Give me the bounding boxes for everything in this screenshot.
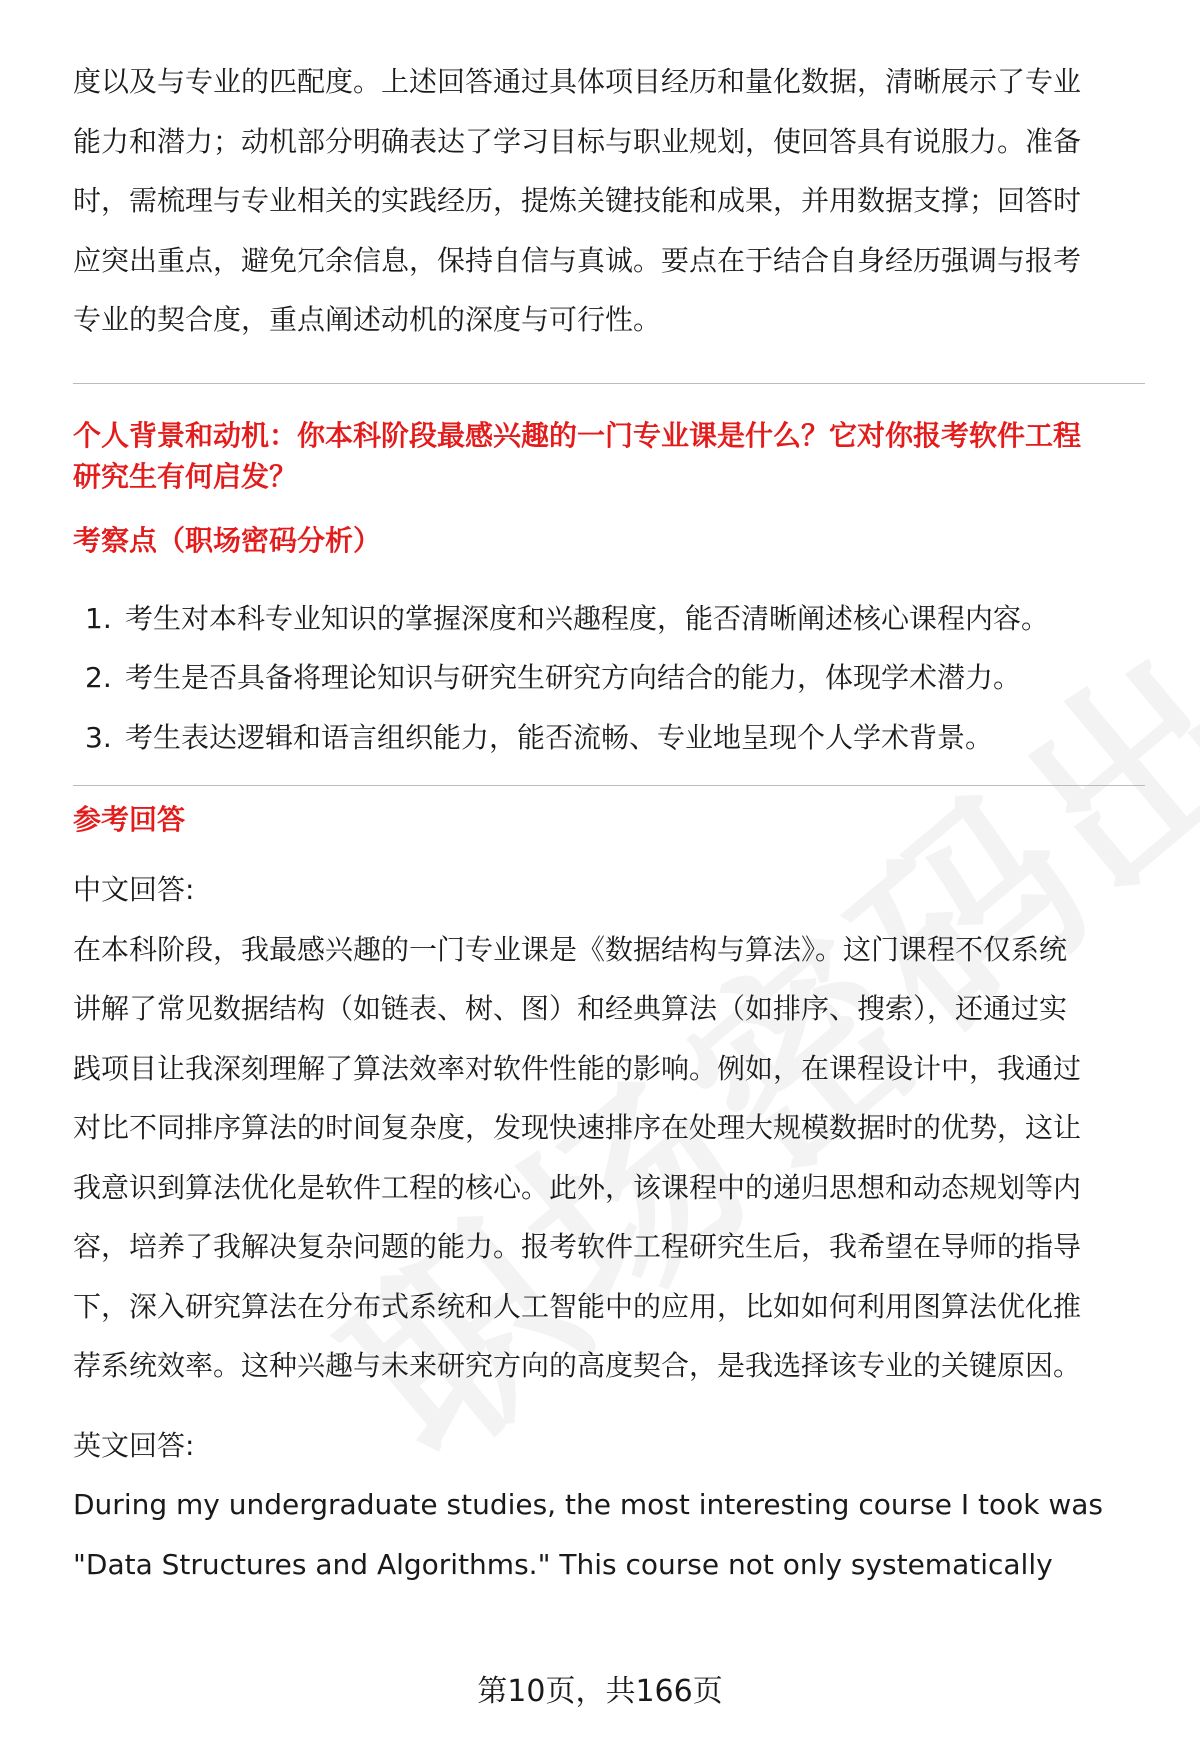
reference-title: 参考回答 — [73, 803, 186, 836]
answer-line: 荐系统效率。这种兴趣与未来研究方向的高度契合，是我选择该专业的关键原因。 — [73, 1349, 1082, 1382]
list-item — [73, 648, 1145, 708]
answer-line: 在本科阶段，我最感兴趣的一门专业课是《数据结构与算法》。这门课程不仅系统 — [73, 932, 1068, 966]
chinese-answer-label: 中文回答: — [73, 873, 195, 906]
answer-line: 对比不同排序算法的时间复杂度，发现快速排序在处理大规模数据时的优势，这让 — [73, 1111, 1082, 1144]
list-text: 考生是否具备将理论知识与研究生研究方向结合的能力，体现学术潜力。 — [125, 661, 1022, 694]
list-number: 3. — [85, 720, 112, 754]
page-content — [73, 52, 1145, 1594]
list-text: 考生表达逻辑和语言组织能力，能否流畅、专业地呈现个人学术背景。 — [125, 720, 994, 754]
list-text: 考生对本科专业知识的掌握深度和兴趣程度，能否清晰阐述核心课程内容。 — [125, 601, 1050, 635]
list-item — [73, 589, 1145, 649]
intro-line: 时，需梳理与专业相关的实践经历，提炼关键技能和成果，并用数据支撑；回答时 — [73, 184, 1082, 217]
intro-line: 度以及与专业的匹配度。上述回答通过具体项目经历和量化数据，清晰展示了专业 — [73, 65, 1082, 98]
question-line: 个人背景和动机：你本科阶段最感兴趣的一门专业课是什么？它对你报考软件工程 — [73, 418, 1082, 452]
list-item — [73, 708, 1145, 768]
answer-line: 我意识到算法优化是软件工程的核心。此外，该课程中的递归思想和动态规划等内 — [73, 1170, 1082, 1204]
intro-line: 专业的契合度，重点阐述动机的深度与可行性。 — [73, 303, 662, 336]
intro-line: 应突出重点，避免冗余信息，保持自信与真诚。要点在于结合自身经历强调与报考 — [73, 243, 1082, 277]
list-number: 2. — [85, 661, 112, 694]
question-line: 研究生有何启发？ — [73, 459, 298, 493]
assessment-list — [73, 589, 1145, 768]
answer-line: "Data Structures and Algorithms." This course not only systematically — [73, 1547, 1053, 1581]
question-title — [73, 415, 1145, 497]
answer-line: 践项目让我深刻理解了算法效率对软件性能的影响。例如，在课程设计中，我通过 — [73, 1051, 1082, 1085]
answer-line: 容，培养了我解决复杂问题的能力。报考软件工程研究生后，我希望在导师的指导 — [73, 1230, 1082, 1263]
list-number: 1. — [85, 601, 112, 635]
answer-line: 下，深入研究算法在分布式系统和人工智能中的应用，比如如何利用图算法优化推 — [73, 1289, 1082, 1323]
intro-line: 能力和潜力；动机部分明确表达了学习目标与职业规划，使回答具有说服力。准备 — [73, 124, 1082, 158]
answer-line: During my undergraduate studies, the most interesting course I took was — [73, 1488, 1103, 1521]
intro-paragraph — [73, 52, 1145, 350]
english-answer-label: 英文回答: — [73, 1428, 195, 1462]
english-answer — [73, 1475, 1145, 1594]
answer-line: 讲解了常见数据结构（如链表、树、图）和经典算法（如排序、搜索），还通过实 — [73, 992, 1068, 1025]
chinese-answer — [73, 920, 1145, 1396]
assessment-title: 考察点（职场密码分析） — [73, 523, 382, 557]
page-number: 第10页，共166页 — [477, 1674, 723, 1709]
